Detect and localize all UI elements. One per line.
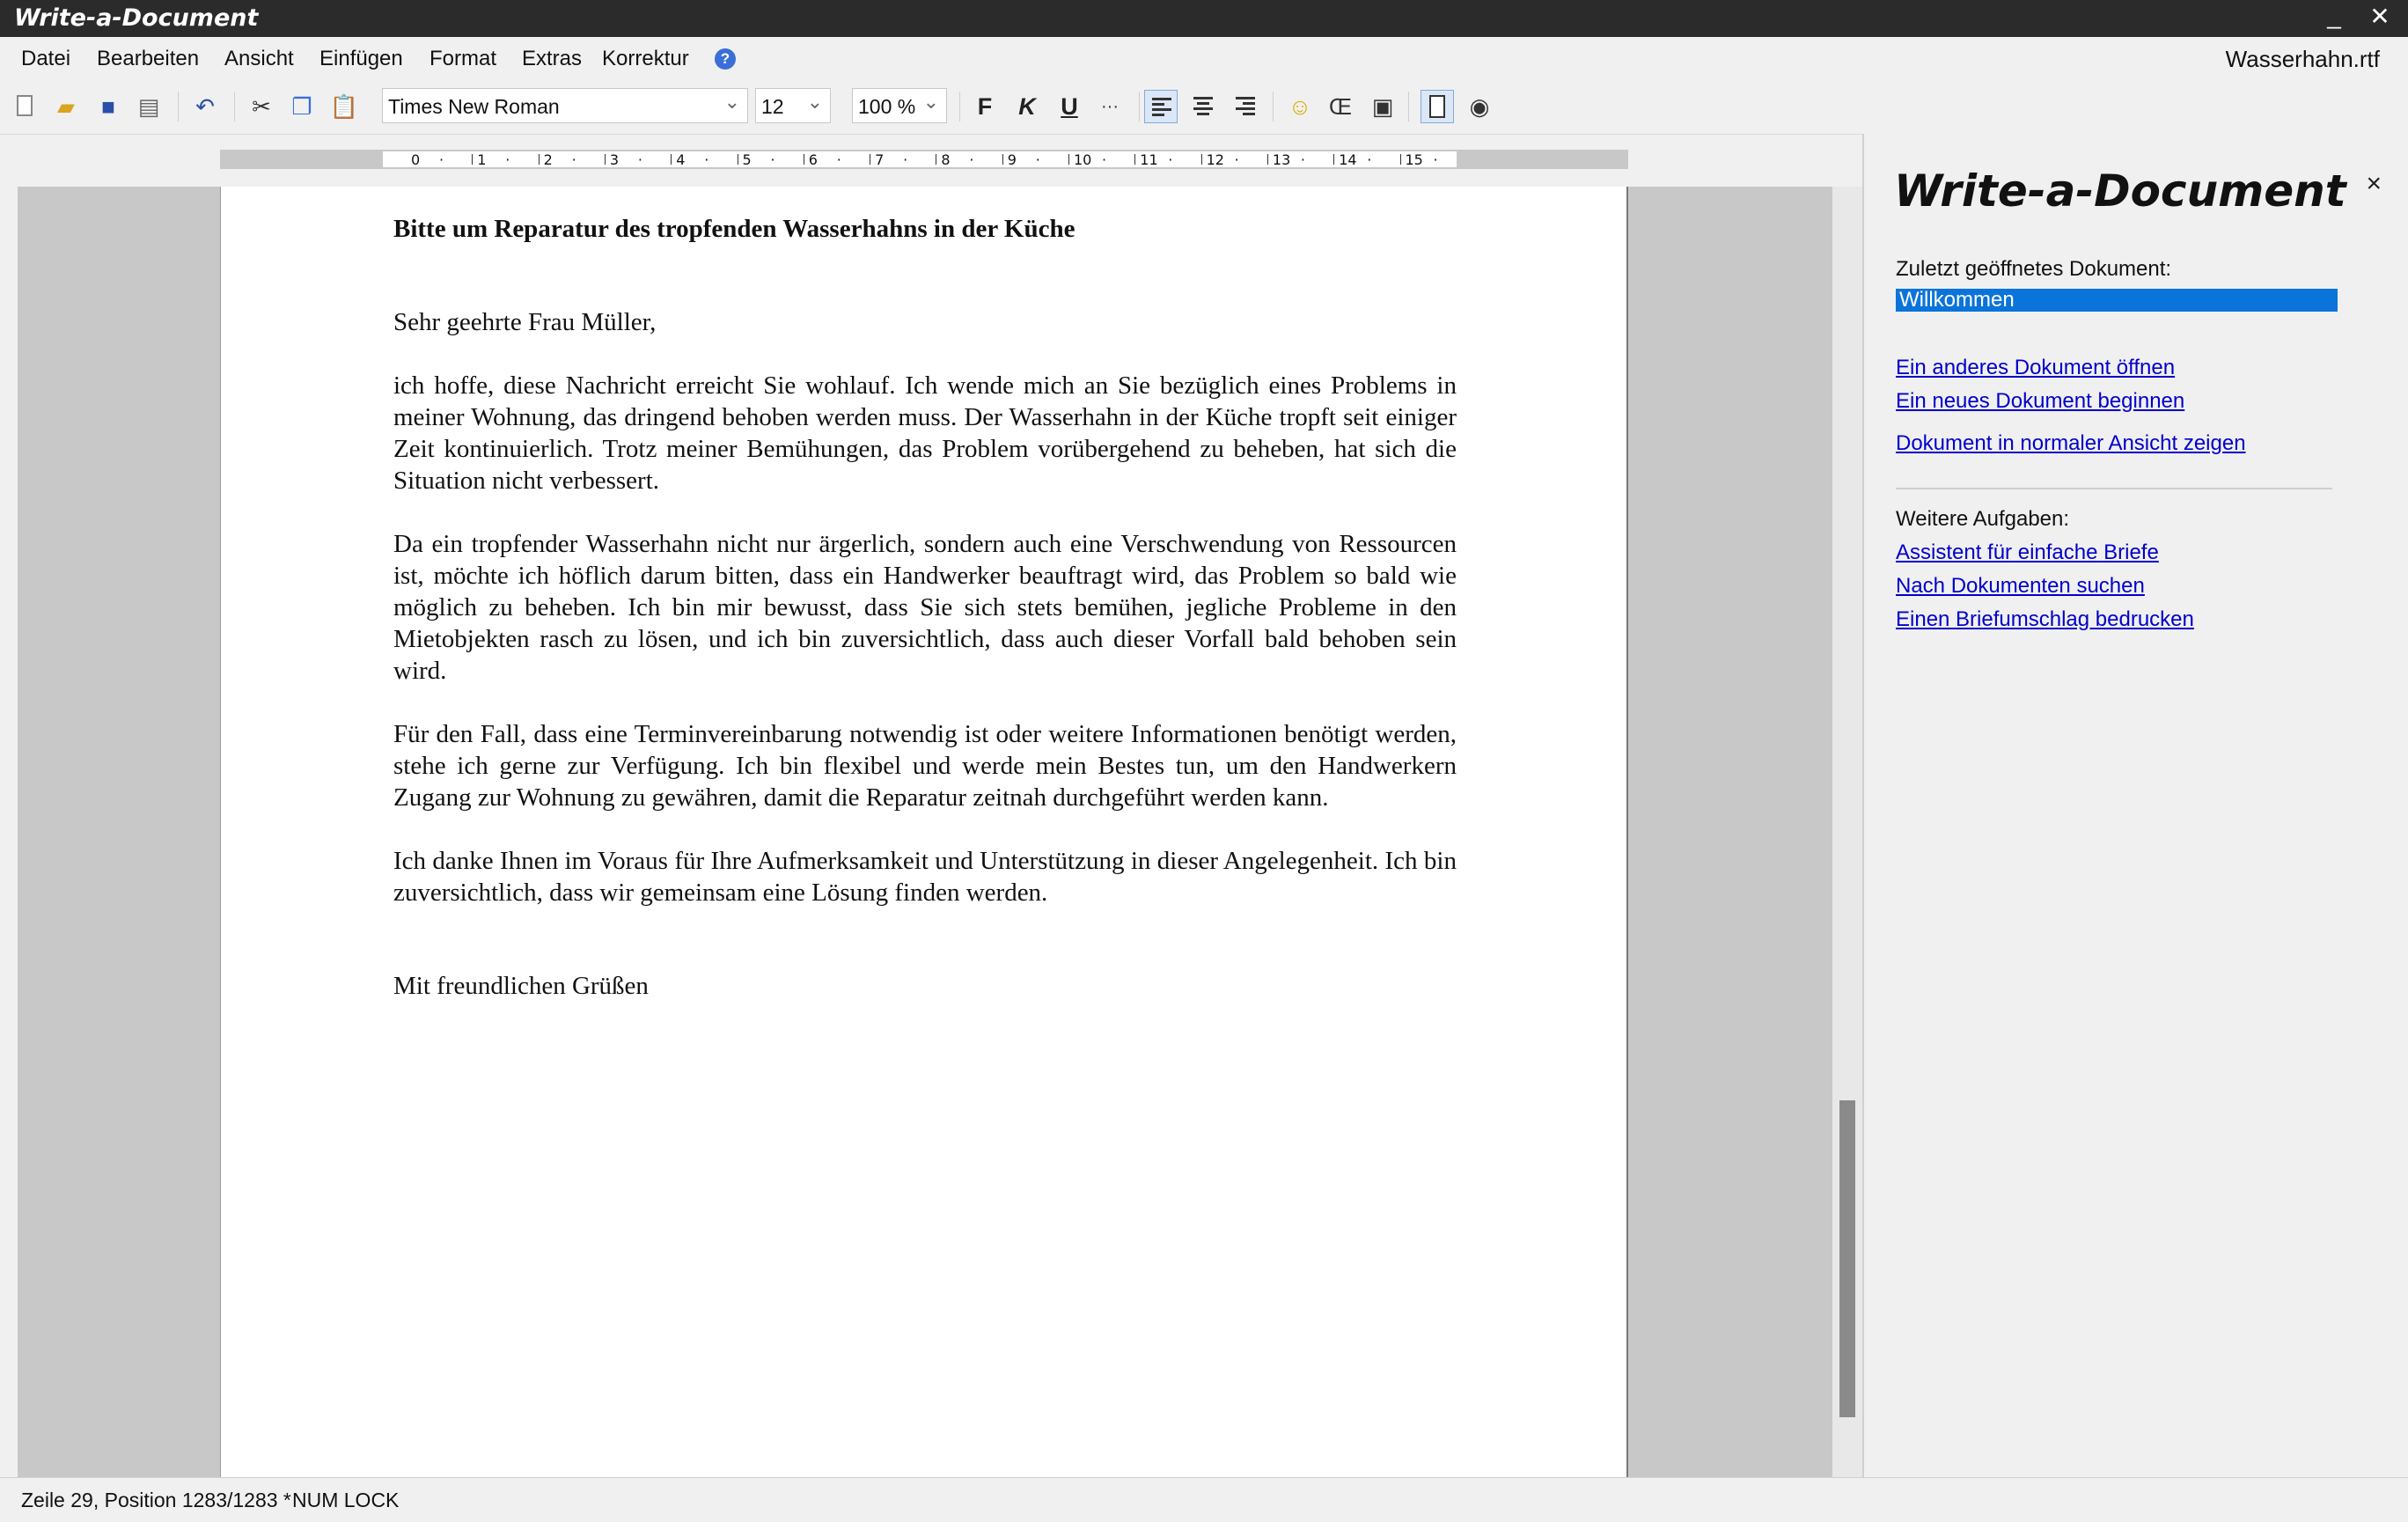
ruler-dot: · xyxy=(1367,151,1372,168)
menu-ansicht[interactable]: Ansicht xyxy=(224,47,294,70)
ruler-bar xyxy=(1400,154,1401,165)
cut-icon[interactable]: ✂ xyxy=(252,93,271,120)
window-title: Write-a-Document xyxy=(14,4,259,32)
ruler-bar xyxy=(472,154,473,165)
ruler-dot: · xyxy=(770,151,775,168)
chevron-down-icon: ⌄ xyxy=(723,91,740,113)
cursor-position-status: Zeile 29, Position 1283/1283 * xyxy=(21,1489,291,1511)
undo-icon[interactable]: ↶ xyxy=(195,93,215,120)
letter-wizard-link[interactable]: Assistent für einfache Briefe xyxy=(1896,540,2159,564)
copy-icon[interactable]: ❐ xyxy=(291,93,312,120)
letter-paragraph: Für den Fall, dass eine Terminvereinbarung notwendig ist oder weitere Informationen benötigt werden, stehe ich gerne zur Verfügung. Ich bin flexibel und werde mein Bestes tun, um den Handwerkern Zugang zur Wohnung zu gewähren, damit die Reparatur zeitnah durchgeführt werden kann. xyxy=(393,720,1457,812)
letter-closing: Mit freundlichen Grüßen xyxy=(393,972,649,1000)
letter-salutation: Sehr geehrte Frau Müller, xyxy=(393,308,657,336)
ruler-mark: 0 xyxy=(411,151,421,168)
ruler-dot: · xyxy=(505,151,510,168)
zoom-select[interactable] xyxy=(852,88,947,123)
document-page[interactable] xyxy=(220,187,1628,1477)
new-document-icon[interactable] xyxy=(11,92,40,121)
bold-button[interactable]: F xyxy=(977,93,993,120)
ruler-dot: · xyxy=(1234,151,1239,168)
ruler-bar xyxy=(671,154,672,165)
print-icon[interactable]: ▤ xyxy=(137,93,160,120)
font-size-value: 12 xyxy=(761,95,784,118)
status-bar xyxy=(0,1477,2408,1522)
ruler-bar xyxy=(539,154,540,165)
ruler-dot: · xyxy=(1035,151,1040,168)
camera-icon[interactable]: ▣ xyxy=(1371,93,1394,120)
ruler-dot: · xyxy=(439,151,444,168)
ruler-dot: · xyxy=(704,151,709,168)
toolbar-separator xyxy=(1273,92,1274,121)
task-panel xyxy=(1862,134,2408,1477)
new-document-link[interactable]: Ein neues Dokument beginnen xyxy=(1896,389,2185,413)
tasks-label: Weitere Aufgaben: xyxy=(1896,507,2070,531)
normal-view-link[interactable]: Dokument in normaler Ansicht zeigen xyxy=(1896,431,2246,455)
toolbar xyxy=(0,81,2408,135)
toolbar-separator xyxy=(959,92,960,121)
ruler-mark: 15 xyxy=(1405,151,1423,168)
ruler-bar xyxy=(1134,154,1135,165)
ruler-bar xyxy=(605,154,606,165)
more-formatting-button[interactable]: ··· xyxy=(1101,97,1119,116)
ruler-mark: 11 xyxy=(1140,151,1158,168)
panel-close-button[interactable]: × xyxy=(2366,169,2382,198)
toolbar-separator xyxy=(1139,92,1140,121)
ruler-mark: 10 xyxy=(1074,151,1092,168)
open-other-document-link[interactable]: Ein anderes Dokument öffnen xyxy=(1896,356,2176,379)
ruler-mark: 13 xyxy=(1272,151,1291,168)
page-icon xyxy=(1429,95,1445,118)
toolbar-separator xyxy=(234,92,235,121)
minimize-button[interactable]: _ xyxy=(2327,2,2341,29)
menu-bar xyxy=(0,37,2408,81)
align-right-icon xyxy=(1236,97,1255,118)
save-icon[interactable]: ■ xyxy=(101,93,115,120)
toolbar-separator xyxy=(178,92,179,121)
menu-korrektur[interactable]: Korrektur xyxy=(602,47,689,70)
paste-icon[interactable]: 📋 xyxy=(329,93,359,120)
ruler-mark: 4 xyxy=(676,151,686,168)
menu-bearbeiten[interactable]: Bearbeiten xyxy=(97,47,200,70)
ruler-bar xyxy=(1068,154,1069,165)
ruler-dot: · xyxy=(969,151,974,168)
menu-einfuegen[interactable]: Einfügen xyxy=(319,47,403,70)
align-left-icon xyxy=(1152,98,1171,119)
vertical-scrollbar[interactable] xyxy=(1832,187,1862,1477)
help-icon[interactable]: ? xyxy=(715,48,736,70)
page-view-button[interactable] xyxy=(1421,90,1454,123)
underline-button[interactable]: U xyxy=(1061,93,1078,120)
ruler-mark: 6 xyxy=(808,151,818,168)
ruler-dot: · xyxy=(836,151,841,168)
recent-document-label: Zuletzt geöffnetes Dokument: xyxy=(1896,257,2172,281)
ruler-mark: 7 xyxy=(875,151,885,168)
scroll-thumb[interactable] xyxy=(1839,1100,1855,1417)
ruler-mark: 2 xyxy=(543,151,553,168)
open-folder-icon[interactable]: ▰ xyxy=(57,93,75,120)
chevron-down-icon: ⌄ xyxy=(922,91,939,113)
chevron-down-icon: ⌄ xyxy=(806,91,823,113)
emoji-icon[interactable]: ☺ xyxy=(1288,93,1312,120)
ruler-mark: 5 xyxy=(742,151,752,168)
letter-paragraph: Da ein tropfender Wasserhahn nicht nur ärgerlich, sondern auch eine Verschwendung von Ressourcen ist, möchte ich höflich darum bitten, dass ein Handwerker beauftragt wird, das Problem so bald wie möglich zu beheben. Ich bin mir bewusst, dass Sie sich stets bemühen, jegliche Probleme in den Mietobjekten rasch zu lösen, und ich bin zuversichtlich, dass auch dieser Vorfall bald behoben sein wird. xyxy=(393,530,1457,685)
ruler-dot: · xyxy=(637,151,642,168)
numlock-status: NUM LOCK xyxy=(292,1489,400,1511)
ruler-bar xyxy=(1267,154,1268,165)
menu-extras[interactable]: Extras xyxy=(522,47,583,70)
ruler[interactable] xyxy=(383,151,1457,167)
ruler-dot: · xyxy=(903,151,908,168)
ruler-bar xyxy=(1333,154,1334,165)
zoom-value: 100 % xyxy=(858,95,916,118)
close-window-button[interactable]: ✕ xyxy=(2369,3,2390,30)
ruler-dot: · xyxy=(1300,151,1305,168)
align-center-button[interactable] xyxy=(1186,90,1220,123)
ruler-mark: 3 xyxy=(609,151,620,168)
special-character-icon[interactable]: Œ xyxy=(1329,93,1352,120)
letter-paragraph: Ich danke Ihnen im Voraus für Ihre Aufmerksamkeit und Unterstützung in dieser Angelegenheit. Ich bin zuversichtlich, dass wir gemeinsam eine Lösung finden werden. xyxy=(393,847,1457,907)
print-envelope-link[interactable]: Einen Briefumschlag bedrucken xyxy=(1896,607,2194,631)
italic-button[interactable]: K xyxy=(1018,93,1036,120)
ruler-dot: · xyxy=(1168,151,1173,168)
align-left-button[interactable] xyxy=(1144,90,1178,123)
align-right-button[interactable] xyxy=(1229,90,1262,123)
ruler-mark: 9 xyxy=(1007,151,1017,168)
search-documents-link[interactable]: Nach Dokumenten suchen xyxy=(1896,574,2145,598)
document-text[interactable] xyxy=(393,213,1457,1002)
eye-icon[interactable]: ◉ xyxy=(1469,93,1490,120)
font-size-select[interactable] xyxy=(755,88,831,123)
panel-divider xyxy=(1896,488,2332,489)
title-bar xyxy=(0,0,2408,37)
ruler-mark: 12 xyxy=(1206,151,1224,168)
toolbar-separator xyxy=(1408,92,1409,121)
ruler-dot: · xyxy=(571,151,576,168)
ruler-dot: · xyxy=(1102,151,1107,168)
font-family-select[interactable] xyxy=(382,88,748,123)
letter-paragraph: ich hoffe, diese Nachricht erreicht Sie wohlauf. Ich wende mich an Sie bezüglich eines Problems in meiner Wohnung, das dringend behoben werden muss. Der Wasserhahn in der Küche tropft seit einiger Zeit kontinuierlich. Trotz meiner Bemühungen, das Problem vorübergehend zu beheben, hat sich die Situation nicht verbessert. xyxy=(393,371,1457,495)
font-family-value: Times New Roman xyxy=(388,95,560,118)
ruler-mark: 8 xyxy=(941,151,951,168)
menu-datei[interactable]: Datei xyxy=(21,47,71,70)
ruler-dot: · xyxy=(1433,151,1438,168)
letter-subject: Bitte um Reparatur des tropfenden Wasserhahns in der Küche xyxy=(393,215,1076,243)
document-name: Wasserhahn.rtf xyxy=(2225,46,2380,72)
ruler-mark: 1 xyxy=(477,151,487,168)
panel-title: Write-a-Document xyxy=(1894,165,2346,217)
ruler-mark: 14 xyxy=(1339,151,1357,168)
ruler-bar xyxy=(1201,154,1202,165)
align-center-icon xyxy=(1193,97,1213,118)
recent-document-item[interactable]: Willkommen xyxy=(1896,289,2338,312)
menu-format[interactable]: Format xyxy=(429,47,497,70)
ruler-bar xyxy=(1002,154,1003,165)
